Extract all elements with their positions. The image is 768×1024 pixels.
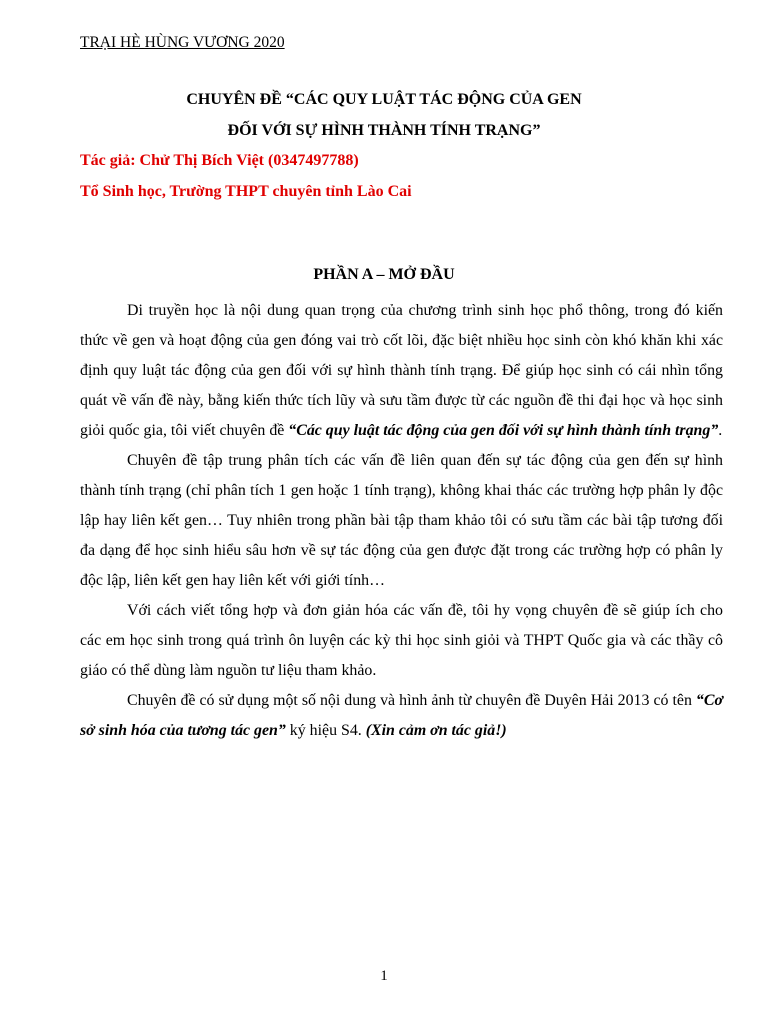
paragraph-1-text: Di truyền học là nội dung quan trọng của chương trình sinh học phổ thông, trong đó kiến thức về gen và hoạt động của gen đóng vai trò cốt lõi, đặc biệt nhiều học sinh còn khó khăn khi xác định quy luật tác động của gen đối với sự hình thành tính trạng. Để giúp học sinh có cái nhìn tổng quát về vấn đề này, bằng kiến thức tích lũy và sưu tầm được từ các nguồn đề thi đại học và học sinh giỏi quốc gia, tôi viết chuyên đề	[80, 302, 723, 439]
document-header: TRẠI HÈ HÙNG VƯƠNG 2020	[80, 34, 285, 51]
paragraph-4-emphasis: “Cơ sở sinh hóa của tương tác gen”	[80, 692, 723, 739]
paragraph-4-text: Chuyên đề có sử dụng một số nội dung và hình ảnh từ chuyên đề Duyên Hải 2013 có tên	[127, 692, 696, 709]
paragraph-2: Chuyên đề tập trung phân tích các vấn đề liên quan đến sự tác động của gen đến sự hình thành tính trạng (chỉ phân tích 1 gen hoặc 1 tính trạng), không khai thác các trường hợp phân ly độc lập hay liên kết gen… Tuy nhiên trong phần bài tập tham khảo tôi có sưu tầm các bài tập tương đối đa dạng để học sinh hiểu sâu hơn về sự tác động của gen được đặt trong các trường hợp có phân ly độc lập, liên kết gen hay liên kết với giới tính…	[80, 452, 723, 589]
author-affiliation: Tổ Sinh học, Trường THPT chuyên tỉnh Lào Cai	[80, 183, 412, 200]
paragraph-1-emphasis: “Các quy luật tác động của gen đối với sự hình thành tính trạng”	[288, 422, 719, 439]
paragraph-1	[80, 296, 723, 446]
paragraph-4-mid: ký hiệu S4.	[285, 722, 366, 739]
title-line-2: ĐỐI VỚI SỰ HÌNH THÀNH TÍNH TRẠNG”	[227, 122, 541, 139]
title-line-1: CHUYÊN ĐỀ “CÁC QUY LUẬT TÁC ĐỘNG CỦA GEN	[186, 91, 582, 108]
paragraph-1-end: .	[718, 422, 723, 439]
paragraph-4	[80, 686, 723, 746]
paragraph-4-thanks: (Xin cảm ơn tác giả!)	[365, 722, 507, 739]
section-title: PHẦN A – MỞ ĐẦU	[313, 266, 455, 283]
page-number: 1	[380, 968, 388, 984]
body-text	[80, 296, 723, 746]
paragraph-3: Với cách viết tổng hợp và đơn giản hóa các vấn đề, tôi hy vọng chuyên đề sẽ giúp ích cho các em học sinh trong quá trình ôn luyện các kỳ thi học sinh giỏi và THPT Quốc gia và các thầy cô giáo có thể dùng làm nguồn tư liệu tham khảo.	[80, 602, 723, 679]
author-name: Tác giả: Chử Thị Bích Việt (0347497788)	[80, 152, 359, 169]
